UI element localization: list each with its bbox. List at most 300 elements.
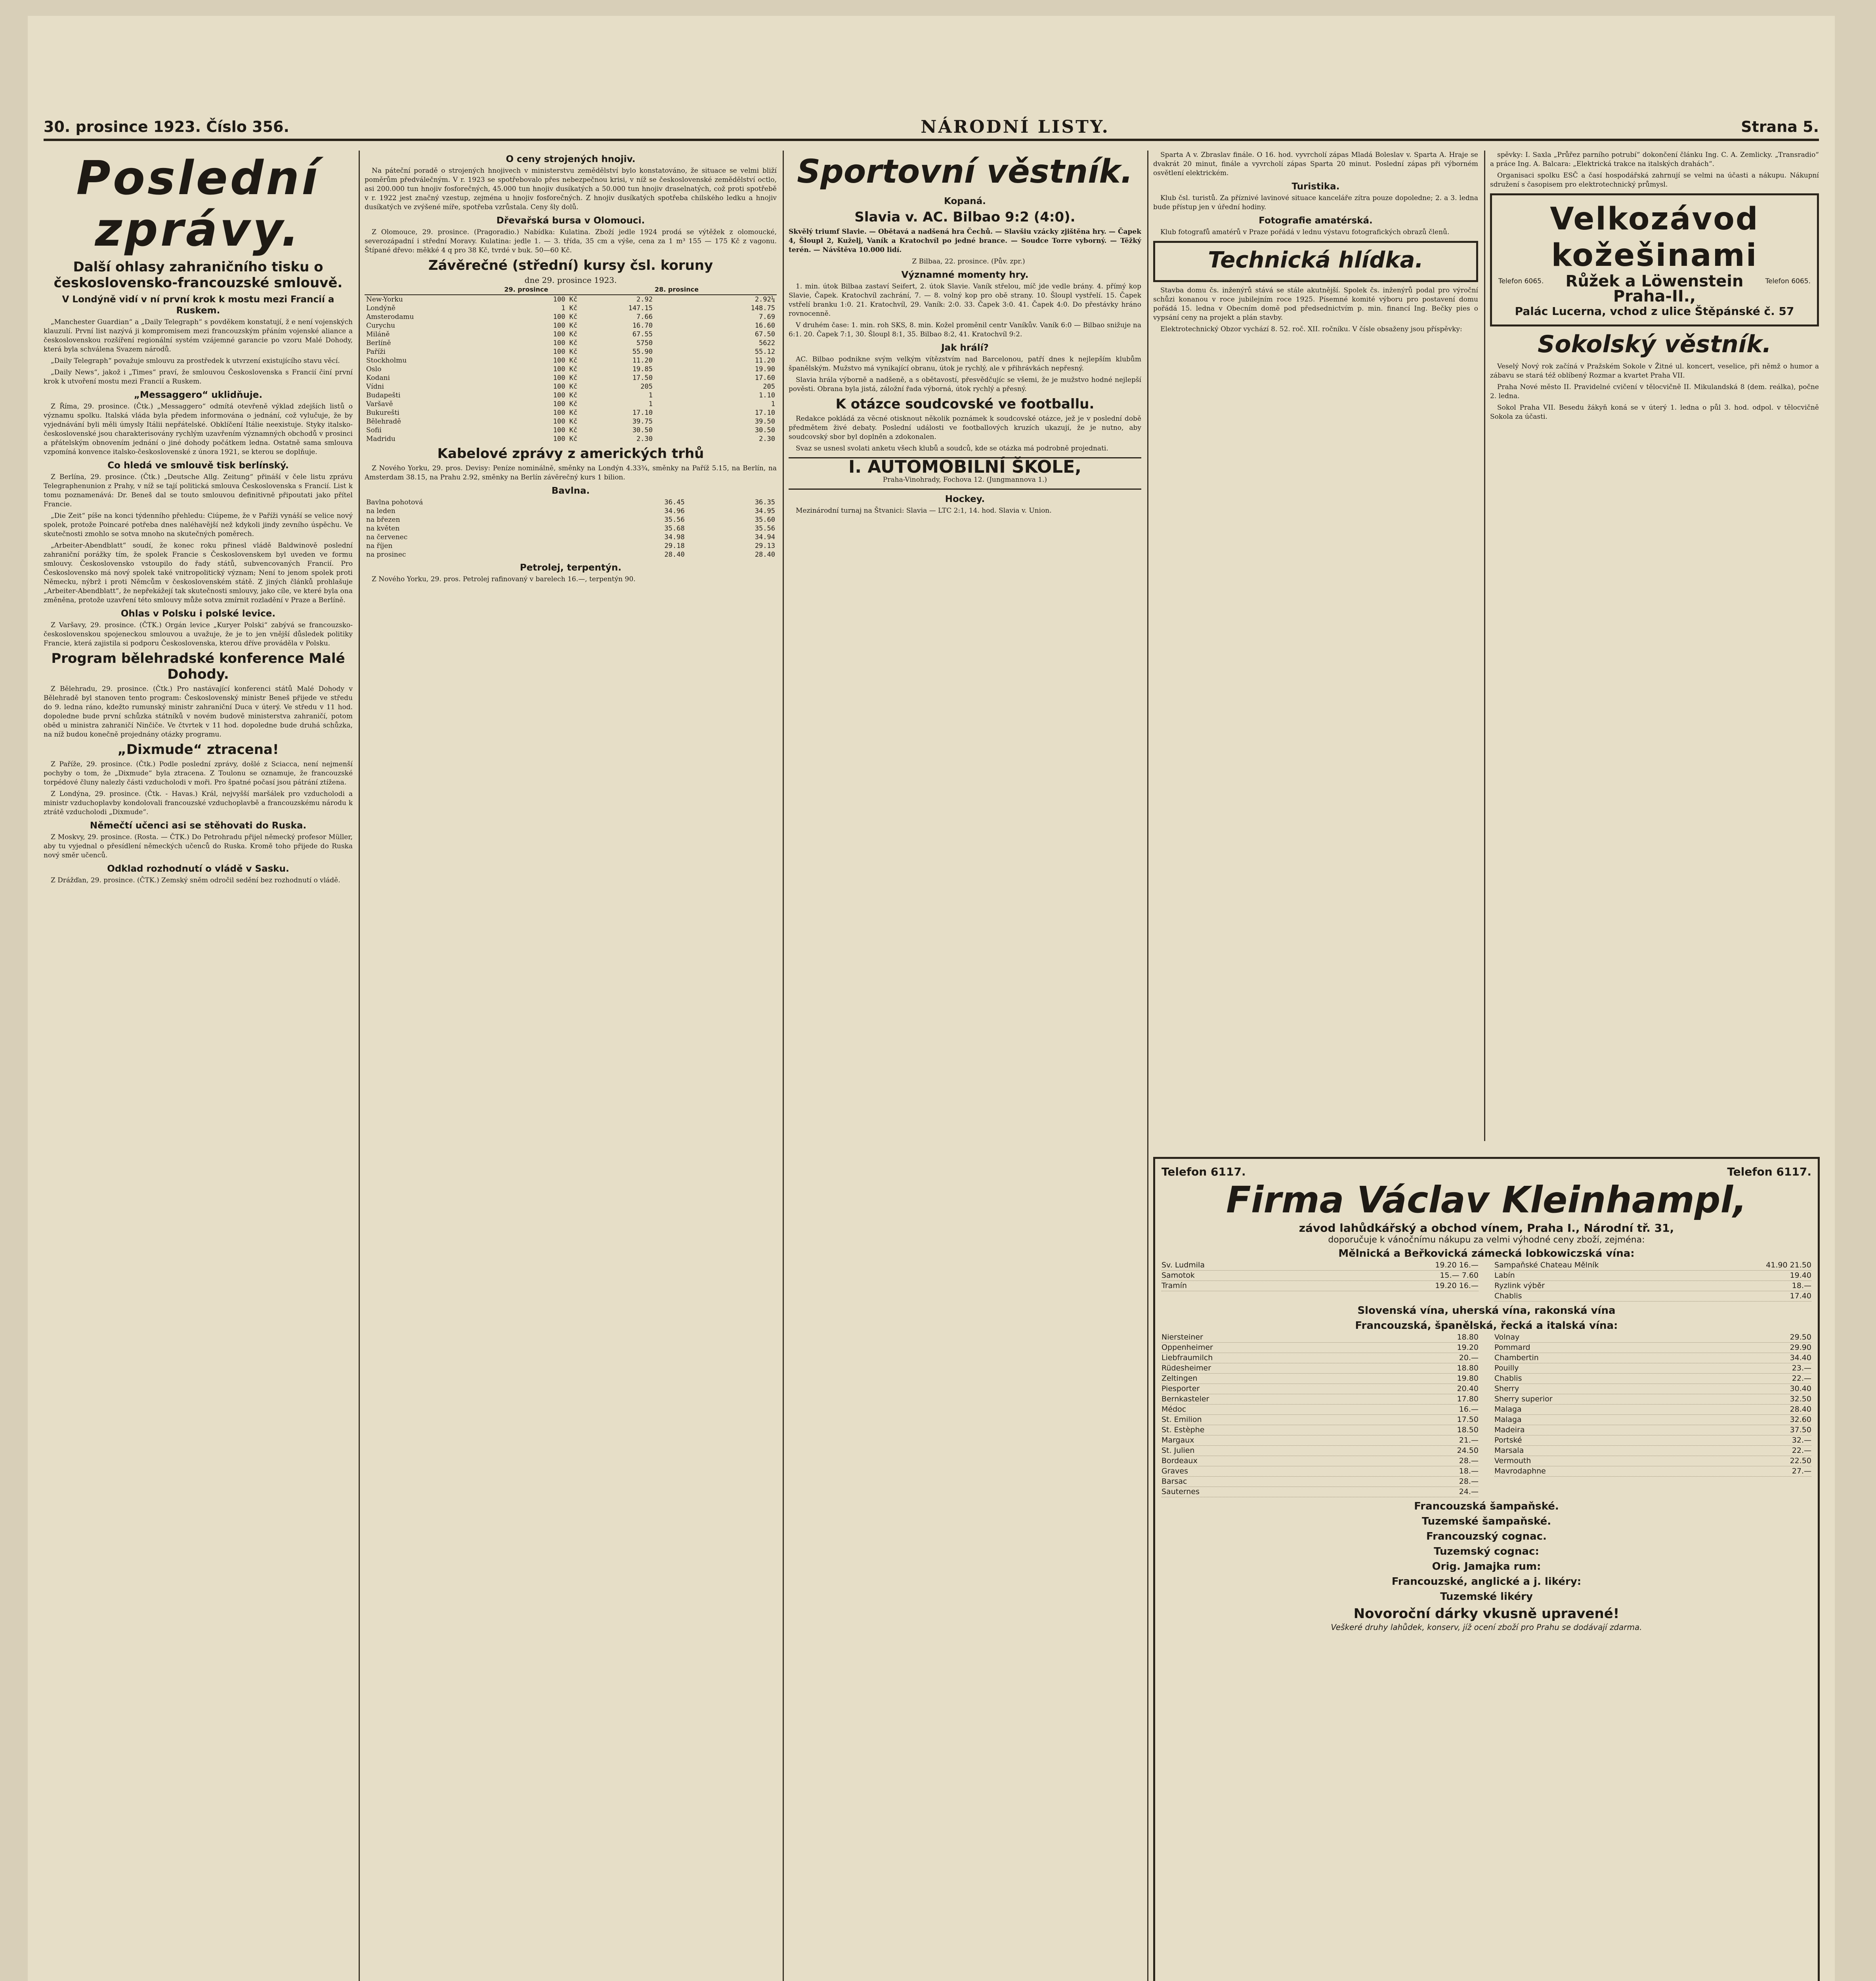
table-cell: Stockholmu [366, 357, 407, 365]
header-title: NÁRODNÍ LISTY. [921, 116, 1110, 137]
subhead-hnojiva: O ceny strojených hnojiv. [506, 154, 636, 164]
table-row [365, 498, 777, 507]
table-cell: 19.85 [632, 365, 653, 373]
subhead-berlin: Co hledá ve smlouvě tisk berlínský. [107, 460, 289, 471]
wine-name: Rüdesheimer [1162, 1364, 1211, 1372]
ad-phone: Telefon 6117. [1162, 1165, 1246, 1178]
wine-name: Pommard [1494, 1343, 1530, 1352]
ad-kleinhampl-intro: doporučuje k vánočnímu nákupu za velmi výhodné ceny zboží, zejména: [1328, 1235, 1645, 1245]
wine-section-cognac: Francouzský cognac. [1426, 1531, 1547, 1542]
table-cell: Sofii [366, 426, 382, 434]
wine-section-slovenska: Slovenská vína, uherská vína, rakonská vína [1357, 1305, 1616, 1317]
list-item [1494, 1446, 1811, 1456]
newspaper-page [28, 16, 1835, 1981]
ad-kozesiny [1490, 193, 1819, 326]
wine-name: St. Estèphe [1162, 1426, 1205, 1434]
table-row [365, 550, 777, 559]
table-cell: na prosinec [366, 551, 406, 559]
list-item [1494, 1435, 1811, 1446]
wine-price: 22.— [1792, 1446, 1811, 1455]
divider [789, 489, 1141, 490]
ad-footer: Veškeré druhy lahůdek, konserv, jíž ocení zboží pro Prahu se dodávají zdarma. [1331, 1622, 1642, 1632]
subhead-ucenci: Němečtí učenci asi se stěhovati do Ruska. [90, 821, 307, 831]
table-cell: 19.90 [755, 365, 775, 373]
ad-autoskola-address: Praha-Vinohrady, Fochova 12. (Jungmannova 1.) [883, 476, 1047, 484]
rates-header-cell: 29. prosince [504, 285, 654, 295]
list-item [1162, 1405, 1479, 1415]
wine-price: 19.80 [1457, 1374, 1479, 1383]
table-cell: Curychu [366, 322, 395, 330]
table-row [365, 400, 777, 408]
article-paragraph: Sparta A v. Zbraslav finále. O 16. hod. vyvrcholí zápas Mladá Boleslav v. Sparta A. Hraje se dvakrát 20 minut, finále a vyvrcholí zápas Sparta 20 minut. Poslední zápas při výborném osvětlení elektrickém. [1153, 151, 1478, 177]
table-cell: Miláně [366, 330, 390, 338]
table-cell: 2.30 [759, 435, 775, 443]
technicka-hlidka-box [1153, 241, 1478, 282]
wine-name: Sampaňské Chateau Mělník [1494, 1261, 1599, 1269]
subhead-momenty: Významné momenty hry. [901, 270, 1029, 280]
wine-price: 28.— [1459, 1456, 1479, 1465]
column-3 [789, 151, 1141, 1981]
table-cell: 5750 [636, 339, 653, 347]
wine-name: Piesporter [1162, 1384, 1200, 1393]
table-cell: Vídni [366, 383, 384, 391]
table-cell: 16.60 [755, 322, 775, 330]
wine-section-tuzemsky-cognac: Tuzemský cognac: [1434, 1546, 1539, 1557]
subhead-bavlna: Bavlna. [551, 486, 590, 496]
header-page-number: Strana 5. [1741, 118, 1819, 136]
list-item [1162, 1394, 1479, 1405]
subhead-drevarska: Dřevařská bursa v Olomouci. [496, 216, 645, 226]
list-item [1494, 1353, 1811, 1363]
headline-ohlasy: Další ohlasy zahraničního tisku o československo-francouzské smlouvě. [53, 259, 343, 291]
article-paragraph: Z Nového Yorku, 29. pros. Devisy: Peníze nominálně, směnky na Londýn 4.33¾, směnky na Paříž 5.15, na Berlín, na Amsterdam 38.15, na Prahu 2.92, směnky na Berlín závěrečný kurs 1 bilion. [365, 464, 777, 481]
subhead-messaggero: „Messaggero“ uklidňuje. [134, 390, 263, 400]
table-cell: 1 Kč [561, 304, 578, 312]
wine-name: Marsala [1494, 1446, 1524, 1455]
table-row [365, 408, 777, 417]
table-cell: Amsterodamu [366, 313, 414, 321]
subhead-hockey: Hockey. [945, 494, 985, 504]
list-item [1162, 1353, 1479, 1363]
table-cell: Paříži [366, 348, 386, 356]
column-rule [1147, 151, 1148, 1981]
table-row [365, 533, 777, 542]
ad-kozesiny-name: Růžek a Löwenstein [1565, 272, 1744, 290]
wine-name: Niersteiner [1162, 1333, 1203, 1342]
table-cell: Bukurešti [366, 409, 399, 417]
article-paragraph: Klub čsl. turistů. Za příznivé lavinové situace kanceláře zítra pouze dopoledne; 2. a 3. ledna bude přístup jen v úřední hodiny. [1153, 194, 1478, 211]
article-paragraph: Z Nového Yorku, 29. pros. Petrolej rafinovaný v barelech 16.—, terpentýn 90. [372, 575, 636, 583]
article-paragraph: Z Moskvy, 29. prosince. (Rosta. — ČTK.) Do Petrohradu přijel německý profesor Müller, aby tu vyjednal o přesídlení německých učenců do Ruska. Kromě toho přijede do Ruska nový směr učenců. [44, 833, 353, 859]
headline-belehrad: Program bělehradské konference Malé Dohody. [51, 651, 345, 682]
headline-soudcovska: K otázce soudcovské ve footballu. [835, 396, 1095, 412]
wine-name: Mavrodaphne [1494, 1467, 1546, 1475]
list-item [1162, 1332, 1479, 1343]
wine-list-right [1494, 1332, 1811, 1497]
wine-name: Sv. Ludmila [1162, 1261, 1205, 1269]
subhead-turistika: Turistika. [1291, 181, 1340, 192]
list-item [1494, 1394, 1811, 1405]
list-item [1494, 1405, 1811, 1415]
table-cell: 16.70 [632, 322, 653, 330]
list-item [1494, 1425, 1811, 1435]
wine-price: 27.— [1792, 1467, 1811, 1475]
list-item [1494, 1260, 1811, 1271]
table-cell: na červenec [366, 533, 408, 541]
wine-section-melnik: Mělnická a Beřkovická zámecká lobkowiczská vína: [1338, 1248, 1635, 1260]
ad-kozesiny-address: Palác Lucerna, vchod z ulice Štěpánské č. 57 [1515, 305, 1794, 318]
article-paragraph: „Daily Telegraph“ považuje smlouvu za prostředek k utvrzení existujícího stavu věcí. [51, 357, 340, 365]
wine-name: Médoc [1162, 1405, 1186, 1414]
ad-kozesiny-title: Velkozávod kožešinami [1550, 201, 1759, 273]
table-cell: 2.92 [636, 296, 653, 303]
wine-name: Labín [1494, 1271, 1515, 1280]
table-cell: 30.50 [632, 426, 653, 434]
table-row [365, 339, 777, 347]
article-paragraph: Veselý Nový rok začíná v Pražském Sokole v Žitné ul. koncert, veselice, při němž o humor a zábavu se stará též oblíbený Rozmar a kvartet Praha VII. [1490, 363, 1819, 380]
wine-name: Bordeaux [1162, 1456, 1198, 1465]
wine-price: 22.50 [1790, 1456, 1811, 1465]
wine-section-tuzemske-likery: Tuzemské likéry [1440, 1591, 1533, 1603]
wine-name: Madeira [1494, 1426, 1525, 1434]
table-cell: 147.15 [628, 304, 653, 312]
exchange-rate-table [365, 285, 777, 443]
table-cell: 100 Kč [553, 426, 578, 434]
table-cell: 1 [648, 400, 653, 408]
column-rule [1484, 151, 1485, 1141]
wine-name: Volnay [1494, 1333, 1520, 1342]
article-paragraph: Slavia hrála výborně a nadšeně, a s obětavostí, přesvědčujíc se všemi, že je mužstvo hodné nejlepší pověsti. Obrana byla jistá, záložní řada výborná, útok rychlý a přesný. [789, 376, 1141, 393]
headline-dixmude: „Dixmude“ ztracena! [117, 742, 279, 758]
table-cell: 100 Kč [553, 365, 578, 373]
list-item [1494, 1415, 1811, 1425]
table-row [365, 304, 777, 313]
wine-price: 20.40 [1457, 1384, 1479, 1393]
table-cell: 1.10 [759, 391, 775, 399]
ad-phone: Telefon 6117. [1727, 1165, 1811, 1178]
wine-list-right [1494, 1260, 1811, 1302]
subhead-kopana: Kopaná. [944, 196, 986, 206]
wine-price: 17.50 [1457, 1415, 1479, 1424]
article-paragraph: „Manchester Guardian“ a „Daily Telegraph“ s povděkem konstatují, ž e není vojenských klauzulí. První list nazývá ji kompromisem mezi francouzským přáním vojenské aliance a československou rozšíření regionální systém vzájemné garancie po vzoru Malé Dohody, která byla schválena Svazem národů. [44, 318, 353, 353]
table-row [365, 382, 777, 391]
table-cell: 17.10 [632, 409, 653, 417]
wine-price: 19.40 [1790, 1271, 1811, 1280]
table-row [365, 330, 777, 339]
subhead-sasko: Odklad rozhodnutí o vládě v Sasku. [107, 864, 289, 874]
table-cell: 35.60 [755, 516, 775, 524]
article-paragraph: Z Berlína, 29. prosince. (Čtk.) „Deutsche Allg. Zeitung“ přináší v čele listu zprávu Telegraphenunion z Prahy, v níž se tají politická smlouva Československa s Francií. List k tomu poznamenává: Dr. Beneš dal se touto smlouvou definitivně připoutati jako přítel Francie. [44, 473, 353, 508]
table-cell: 100 Kč [553, 322, 578, 330]
table-row [365, 347, 777, 356]
list-item [1162, 1415, 1479, 1425]
ad-kleinhampl-subtitle: závod lahůdkářský a obchod vínem, Praha I., Národní tř. 31, [1299, 1221, 1674, 1235]
wine-price: 18.50 [1457, 1426, 1479, 1434]
cotton-table [365, 498, 777, 559]
section-title-sokol: Sokolský věstník. [1538, 330, 1771, 358]
table-cell: 1 [771, 400, 775, 408]
table-cell: 67.55 [632, 330, 653, 338]
table-cell: 100 Kč [553, 435, 578, 443]
wine-price: 22.— [1792, 1374, 1811, 1383]
table-cell: Bělehradě [366, 418, 401, 426]
table-cell: 28.40 [664, 551, 685, 559]
article-paragraph: Z Varšavy, 29. prosince. (ČTK.) Orgán levice „Kuryer Polski“ zabývá se francouzsko-československou spojeneckou smlouvou a uvažuje, že je to jen vnější důsledek politiky Francie, která zajistila si podporu Československa, kterou dříve prováděla v Polsku. [44, 621, 353, 647]
article-paragraph: Z Paříže, 29. prosince. (Čtk.) Podle poslední zprávy, došlé z Sciacca, není nejmenší pochyby o tom, že „Dixmude“ byla ztracena. Z Toulonu se oznamuje, že francouzské torpédové čluny nalezly části vzducholodi v moři. Pro špatné počasí jsou pátrání ztížena. [44, 760, 353, 786]
table-cell: 11.20 [632, 357, 653, 365]
article-paragraph: Svaz se usnesl svolati anketu všech klubů a soudců, kde se otázka má podrobně projednati. [796, 445, 1108, 452]
wine-section-likery: Francouzské, anglické a j. likéry: [1391, 1576, 1582, 1588]
wine-price: 19.20 16.— [1435, 1281, 1479, 1290]
wine-price: 16.— [1459, 1405, 1479, 1414]
article-paragraph: spěvky: I. Saxla „Průřez parního potrubí“ dokončení článku Ing. C. A. Zemlicky. „Transradio“ a práce Ing. A. Balcara: „Elektrická trakce na italských drahách“. [1490, 151, 1819, 168]
table-cell: 17.10 [755, 409, 775, 417]
subhead-polsko: Ohlas v Polsku i polské levice. [120, 609, 276, 619]
list-item [1162, 1477, 1479, 1487]
rates-header-cell: 28. prosince [654, 285, 777, 295]
column-rule [359, 151, 360, 1981]
wine-name: St. Julien [1162, 1446, 1195, 1455]
wine-name: Pouilly [1494, 1364, 1519, 1372]
ad-autoskola: I. AUTOMOBILNÍ ŠKOLE, [848, 457, 1081, 477]
ad-kozesiny-city: Praha-II., [1613, 287, 1696, 305]
wine-name: Tramín [1162, 1281, 1187, 1290]
wine-price: 21.— [1459, 1436, 1479, 1445]
list-item [1162, 1446, 1479, 1456]
table-cell: 2.30 [636, 435, 653, 443]
table-cell: 35.56 [664, 516, 685, 524]
table-cell: 205 [763, 383, 775, 391]
wine-name: Portské [1494, 1436, 1522, 1445]
list-item [1494, 1343, 1811, 1353]
wine-price: 17.40 [1790, 1292, 1811, 1300]
wine-name: Samotok [1162, 1271, 1195, 1280]
article-paragraph: Z Bělehradu, 29. prosince. (Čtk.) Pro nastávající konferenci států Malé Dohody v Bělehradě byl stanoven tento program: Československý ministr Beneš přijede ve středu do 9. ledna ráno, kdežto rumunský ministr zahraniční Duca v úterý. Ve středu v 11 hod. dopoledne bude první schůzka státníků v novém budově ministerstva zahraničí, potom oběd u ministra zahraničí Ninčiče. Ve čtvrtek v 11 hod. dopoledne bude druhá schůzka, na níž budou konečně projednány otázky programu. [44, 685, 353, 739]
wine-price: 18.— [1792, 1281, 1811, 1290]
table-cell: Budapešti [366, 391, 401, 399]
wine-name: Chablis [1494, 1292, 1522, 1300]
list-item [1162, 1487, 1479, 1497]
list-item [1162, 1456, 1479, 1466]
list-item [1494, 1281, 1811, 1291]
article-paragraph: Z Londýna, 29. prosince. (Čtk. - Havas.) Král, nejvyšší maršálek pro vzducholodi a ministr vzduchoplavby kondolovali francouzské vzduchoplavbě a francouzskému národu k ztrátě vzducholodi „Dixmude“. [44, 790, 353, 816]
table-cell: 29.13 [755, 542, 775, 550]
wine-price: 28.— [1459, 1477, 1479, 1486]
wine-name: Chablis [1494, 1374, 1522, 1383]
table-cell: 11.20 [755, 357, 775, 365]
list-item [1494, 1271, 1811, 1281]
article-paragraph: Mezinárodní turnaj na Štvanici: Slavia — LTC 2:1, 14. hod. Slavia v. Union. [796, 507, 1052, 515]
table-cell: 36.35 [755, 498, 775, 506]
wine-name: Barsac [1162, 1477, 1187, 1486]
list-item [1494, 1374, 1811, 1384]
list-item [1162, 1343, 1479, 1353]
table-row [365, 435, 777, 443]
list-item [1162, 1363, 1479, 1374]
table-cell: 30.50 [755, 426, 775, 434]
wine-price: 19.20 16.— [1435, 1261, 1479, 1269]
list-item [1494, 1456, 1811, 1466]
article-paragraph: V druhém čase: 1. min. roh SKS, 8. min. Kožel proměnil centr Vaníkův. Vaník 6:0 — Bilbao snižuje na 6:1. 20. Čapek 7:1, 30. Šloupl 8:1, 35. Bilbao 8:2, 41. Kratochvíl 9:2. [789, 321, 1141, 338]
table-cell: 35.68 [664, 525, 685, 532]
wine-price: 32.— [1792, 1436, 1811, 1445]
table-row [365, 524, 777, 533]
wine-price: 15.— 7.60 [1440, 1271, 1479, 1280]
table-cell: 100 Kč [553, 313, 578, 321]
wine-price: 32.60 [1790, 1415, 1811, 1424]
table-cell: 55.90 [632, 348, 653, 356]
table-row [365, 321, 777, 330]
ad-kleinhampl [1153, 1157, 1820, 1981]
list-item [1162, 1271, 1479, 1281]
wine-price: 18.80 [1457, 1333, 1479, 1342]
wine-price: 17.80 [1457, 1395, 1479, 1403]
table-cell: Bavlna pohotová [366, 498, 423, 506]
table-cell: 100 Kč [553, 357, 578, 365]
table-cell: 1 [648, 391, 653, 399]
header-date: 30. prosince 1923. Číslo 356. [44, 118, 289, 136]
subhead-petrolej: Petrolej, terpentýn. [520, 563, 622, 573]
headline-kursy: Závěrečné (střední) kursy čsl. koruny [428, 258, 713, 273]
table-row [365, 313, 777, 321]
list-item [1162, 1374, 1479, 1384]
article-paragraph: „Die Zeit“ píše na konci týdenního přehledu: Ciúpeme, že v Paříži vynáší se velice nový spolek, protože Poincaré potřeba dnes naléhavější než kdykoli jindy zevního úspěchu. Ve skutečnosti zmohlo se sotva mnoho na skutečných poměrech. [44, 512, 353, 538]
wine-price: 19.20 [1457, 1343, 1479, 1352]
list-item [1162, 1466, 1479, 1477]
table-cell: 17.50 [632, 374, 653, 382]
table-cell: 2.92¼ [755, 296, 775, 303]
table-cell: 39.50 [755, 418, 775, 426]
ad-phone: Telefon 6065. [1498, 277, 1544, 285]
table-row [365, 417, 777, 426]
subhead-fotografie: Fotografie amatérská. [1259, 216, 1373, 226]
wine-section-sampanske: Francouzská šampaňské. [1414, 1500, 1559, 1512]
table-cell: 36.45 [664, 498, 685, 506]
list-item [1162, 1435, 1479, 1446]
list-item [1162, 1281, 1479, 1291]
wine-name: Zeltingen [1162, 1374, 1198, 1383]
column-5 [1490, 151, 1819, 1141]
table-cell: na květen [366, 525, 400, 532]
article-paragraph: Z Říma, 29. prosince. (Čtk.) „Messaggero“ odmítá otevřeně výklad zdejších listů o významu spolku. Italská vláda byla předem informována o jednání, což vylučuje, že by vyjednávání byli měli úmysly Itálii nepřátelské. Obklíčení Itálie neexistuje. Styky italsko-československé jsou charakterisovány rychlým uzavřením významných obchodů v prosinci a přátelským obnovením jednání o jiné dohody počátkem ledna. Ostatně sama smlouva vzpomíná konvence italsko-československé z února 1921, se kterou se doplňuje. [44, 403, 353, 456]
wine-name: St. Emilion [1162, 1415, 1202, 1424]
article-lead: Skvělý triumf Slavie. — Obětavá a nadšená hra Čechů. — Slavšiu vzácky zjištěna hry. — Čapek 4, Šloupl 2, Kuželj, Vaník a Kratochvíl po jedné brance. — Soudce Torre vyborný. — Těžký terén. — Návštěva 10.000 lidí. [789, 228, 1141, 254]
table-cell: na leden [366, 507, 395, 515]
article-paragraph: Praha Nové město II. Pravidelné cvičení v tělocvičně II. Mikulandská 8 (dem. reálka), počne 2. ledna. [1490, 383, 1819, 400]
wine-list-left [1162, 1260, 1479, 1302]
table-row [365, 374, 777, 382]
section-title-technicka: Technická hlídka. [1208, 247, 1423, 273]
table-row [365, 356, 777, 365]
table-cell: Madridu [366, 435, 395, 443]
list-item [1494, 1332, 1811, 1343]
table-cell: 100 Kč [553, 330, 578, 338]
list-item [1162, 1260, 1479, 1271]
table-cell: 100 Kč [553, 391, 578, 399]
article-paragraph: Sokol Praha VII. Besedu žákyň koná se v úterý 1. ledna o půl 3. hod. odpol. v tělocvičně Sokola za účasti. [1490, 404, 1819, 421]
article-paragraph: Organisaci spolku ESČ a časí hospodářská zahrnují se velmi na účasti a nákupu. Nákupní sdružení s časopisem pro elektrotechnický průmysl. [1490, 172, 1819, 189]
table-cell: Londýně [366, 304, 395, 312]
wine-section-francouzska: Francouzská, španělská, řecká a italská vína: [1355, 1320, 1618, 1332]
article-paragraph: Klub fotografů amatérů v Praze pořádá v lednu výstavu fotografických obrazů členů. [1160, 228, 1450, 236]
article-paragraph: Redakce pokládá za věcné otisknout několik poznámek k soudcovské otázce, jež je v poslední době předmětem živé debaty. Poslední události ve footballových kruzích ukazují, že je nutno, aby soudcovský sbor byl doplněn a zdokonalen. [789, 415, 1141, 441]
article-dateline: Z Bilbaa, 22. prosince. (Pův. zpr.) [912, 258, 1025, 265]
column-rule [783, 151, 784, 1981]
wine-name: Ryzlink výběr [1494, 1281, 1545, 1290]
table-cell: 67.50 [755, 330, 775, 338]
subhead-londyn: V Londýně vidí v ní první krok k mostu mezi Francií a Ruskem. [62, 294, 334, 316]
wine-price: 41.90 21.50 [1766, 1261, 1811, 1269]
table-cell: Berlíně [366, 339, 391, 347]
table-cell: 39.75 [632, 418, 653, 426]
table-cell: 7.66 [636, 313, 653, 321]
wine-section-darky: Novoroční dárky vkusně upravené! [1353, 1606, 1620, 1622]
table-cell: 100 Kč [553, 400, 578, 408]
ad-phone: Telefon 6065. [1765, 277, 1811, 285]
column-2 [365, 151, 777, 1981]
table-cell: Varšavě [366, 400, 393, 408]
table-cell: 100 Kč [553, 296, 578, 303]
article-paragraph: 1. min. útok Bilbaa zastaví Seifert, 2. útok Slavie. Vaník střelou, míč jde vedle brány. 4. přímý kop Slavie, Čapek. Kratochvíl zachrání, 7. — 8. volný kop pro obě strany. 10. Šloupl vystřelí. 15. Čapek vstřelí branku 1:0. 21. Kratochvíl, 29. Vaník: 2:0. 33. Čapek 3:0. 41. Čapek 4:0. Do přestávky hráno rovnocenně. [789, 282, 1141, 318]
list-item [1494, 1363, 1811, 1374]
article-paragraph: AC. Bilbao podnikne svým velkým vítězstvím nad Barcelonou, patří dnes k nejlepším klubům španělským. Mužstvo má vynikající obranu, útok je rychlý, ale v přihrávkách nepřesný. [789, 355, 1141, 372]
table-row [365, 426, 777, 435]
article-paragraph: „Arbeiter-Abendblatt“ soudí, že konec roku přinesl vládě Baldwinově poslední zahraniční porážky tím, že spolek Francie s Československem byl uveden ve formu smlouvy. Československo vstoupilo do řady států, subvencovaných Francií. Pro Československo má nový spolek také vnitropolitický význam; Není to jenom spolek proti Německu, nýbrž i proti Němcům v československém státě. Z jiných článků prohlašuje „Arbeiter-Abendblatt“, že nepřekážejí tak skutečnosti smlouvy, jako cíle, ve které byla ona změněna, protože uzavření této smlouvy může sotva zmírnit rozladění v Praze a Berlíně. [44, 542, 353, 604]
wine-name: Bernkasteler [1162, 1395, 1209, 1403]
wine-name: Sherry superior [1494, 1395, 1553, 1403]
table-cell: 100 Kč [553, 339, 578, 347]
section-title-posledni: Poslední zprávy. [76, 151, 320, 257]
wine-price: 24.50 [1457, 1446, 1479, 1455]
table-cell: na březen [366, 516, 400, 524]
section-title-sport: Sportovní věstník. [797, 153, 1133, 191]
wine-name: Liebfraumilch [1162, 1353, 1213, 1362]
wine-price: 32.50 [1790, 1395, 1811, 1403]
table-row [365, 365, 777, 374]
list-item [1494, 1466, 1811, 1477]
table-cell: Kodani [366, 374, 390, 382]
wine-name: Chambertin [1494, 1353, 1539, 1362]
column-4 [1153, 151, 1478, 1141]
table-cell: 148.75 [751, 304, 775, 312]
wine-price: 29.90 [1790, 1343, 1811, 1352]
table-cell: 34.96 [664, 507, 685, 515]
wine-list-left [1162, 1332, 1479, 1497]
table-cell: 17.60 [755, 374, 775, 382]
table-cell: 34.94 [755, 533, 775, 541]
wine-name: Sauternes [1162, 1487, 1200, 1496]
ad-kleinhampl-title: Firma Václav Kleinhampl, [1226, 1179, 1747, 1221]
table-cell: Oslo [366, 365, 382, 373]
page-header [44, 115, 1819, 141]
table-cell: 100 Kč [553, 348, 578, 356]
rates-header-cell [365, 285, 504, 295]
wine-price: 18.80 [1457, 1364, 1479, 1372]
table-row [365, 515, 777, 524]
table-row [365, 295, 777, 304]
wine-name: Margaux [1162, 1436, 1194, 1445]
wine-name: Vermouth [1494, 1456, 1531, 1465]
table-cell: 7.69 [759, 313, 775, 321]
table-cell: 34.95 [755, 507, 775, 515]
table-cell: 100 Kč [553, 383, 578, 391]
table-row [365, 507, 777, 515]
table-cell: na říjen [366, 542, 393, 550]
headline-slavia: Slavia v. AC. Bilbao 9:2 (4:0). [854, 209, 1076, 225]
wine-section-tuzemske-sampanske: Tuzemské šampaňské. [1421, 1515, 1551, 1527]
article-paragraph: Z Drážďan, 29. prosince. (ČTK.) Zemský sněm odročil sedění bez rozhodnutí o vládě. [51, 876, 340, 884]
table-cell: 28.40 [755, 551, 775, 559]
